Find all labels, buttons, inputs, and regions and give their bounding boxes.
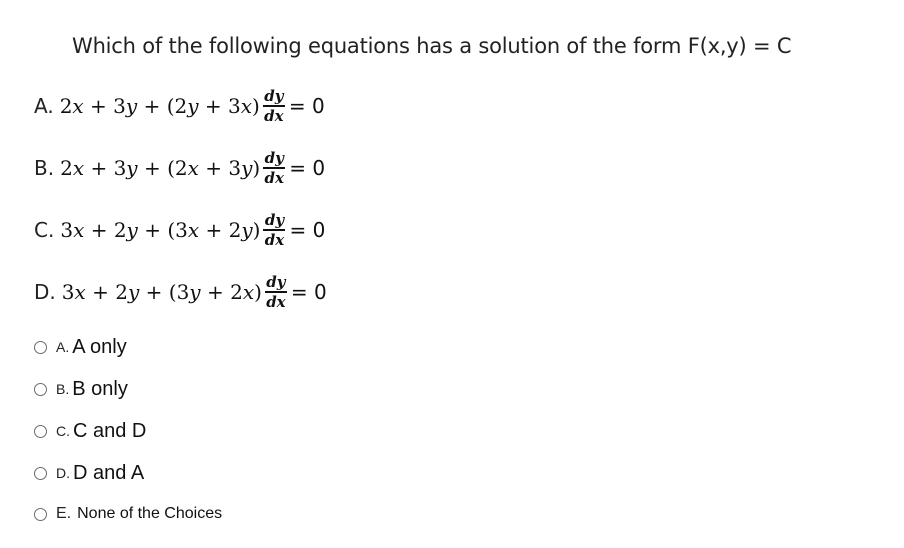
derivative-fraction (263, 212, 285, 248)
fraction-numerator: dy (266, 273, 286, 292)
equation-d (34, 270, 327, 314)
radio-button-icon[interactable] (34, 425, 47, 438)
fraction-numerator: dy (264, 149, 284, 168)
equation-rhs: = 0 (290, 280, 327, 304)
derivative-fraction (263, 150, 285, 186)
fraction-denominator: dx (264, 230, 285, 249)
choice-e[interactable] (34, 501, 222, 527)
derivative-fraction (263, 88, 285, 124)
equation-letter: A. (34, 94, 54, 118)
equation-letter: C. (34, 218, 55, 242)
choice-label: C and D (73, 419, 147, 442)
equation-expression: 2x + 3y + (2x + 3y) (60, 156, 261, 180)
fraction-numerator: dy (264, 87, 284, 106)
choice-letter: B. (56, 381, 70, 397)
choice-letter: E. (56, 505, 72, 522)
equation-c (34, 208, 325, 252)
choice-c[interactable] (34, 418, 146, 444)
radio-button-icon[interactable] (34, 508, 47, 521)
equation-letter: D. (34, 280, 56, 304)
choice-label: A only (72, 335, 127, 358)
fraction-denominator: dx (264, 106, 284, 125)
fraction-numerator: dy (264, 211, 285, 230)
equation-expression: 2x + 3y + (2y + 3x) (59, 94, 260, 118)
choice-label: D and A (73, 461, 145, 484)
equation-letter: B. (34, 156, 55, 180)
choice-b[interactable] (34, 376, 128, 402)
question-text: Which of the following equations has a solution of the form F(x,y) = C (72, 34, 792, 58)
fraction-denominator: dx (266, 292, 286, 311)
equation-b (34, 146, 325, 190)
choice-letter: D. (56, 465, 70, 481)
equation-a (34, 84, 325, 128)
equation-expression: 3x + 2y + (3y + 2x) (61, 280, 262, 304)
fraction-denominator: dx (264, 168, 284, 187)
equation-rhs: = 0 (288, 94, 325, 118)
choice-label: B only (72, 377, 128, 400)
radio-button-icon[interactable] (34, 467, 47, 480)
radio-button-icon[interactable] (34, 341, 47, 354)
choice-letter: C. (56, 423, 70, 439)
choice-letter: A. (56, 339, 70, 355)
equation-expression: 3x + 2y + (3x + 2y) (60, 218, 261, 242)
derivative-fraction (265, 274, 287, 310)
choice-d[interactable] (34, 460, 144, 486)
radio-button-icon[interactable] (34, 383, 47, 396)
choice-a[interactable] (34, 334, 127, 360)
equation-rhs: = 0 (289, 218, 326, 242)
equation-rhs: = 0 (289, 156, 326, 180)
choice-label: None of the Choices (77, 505, 223, 522)
